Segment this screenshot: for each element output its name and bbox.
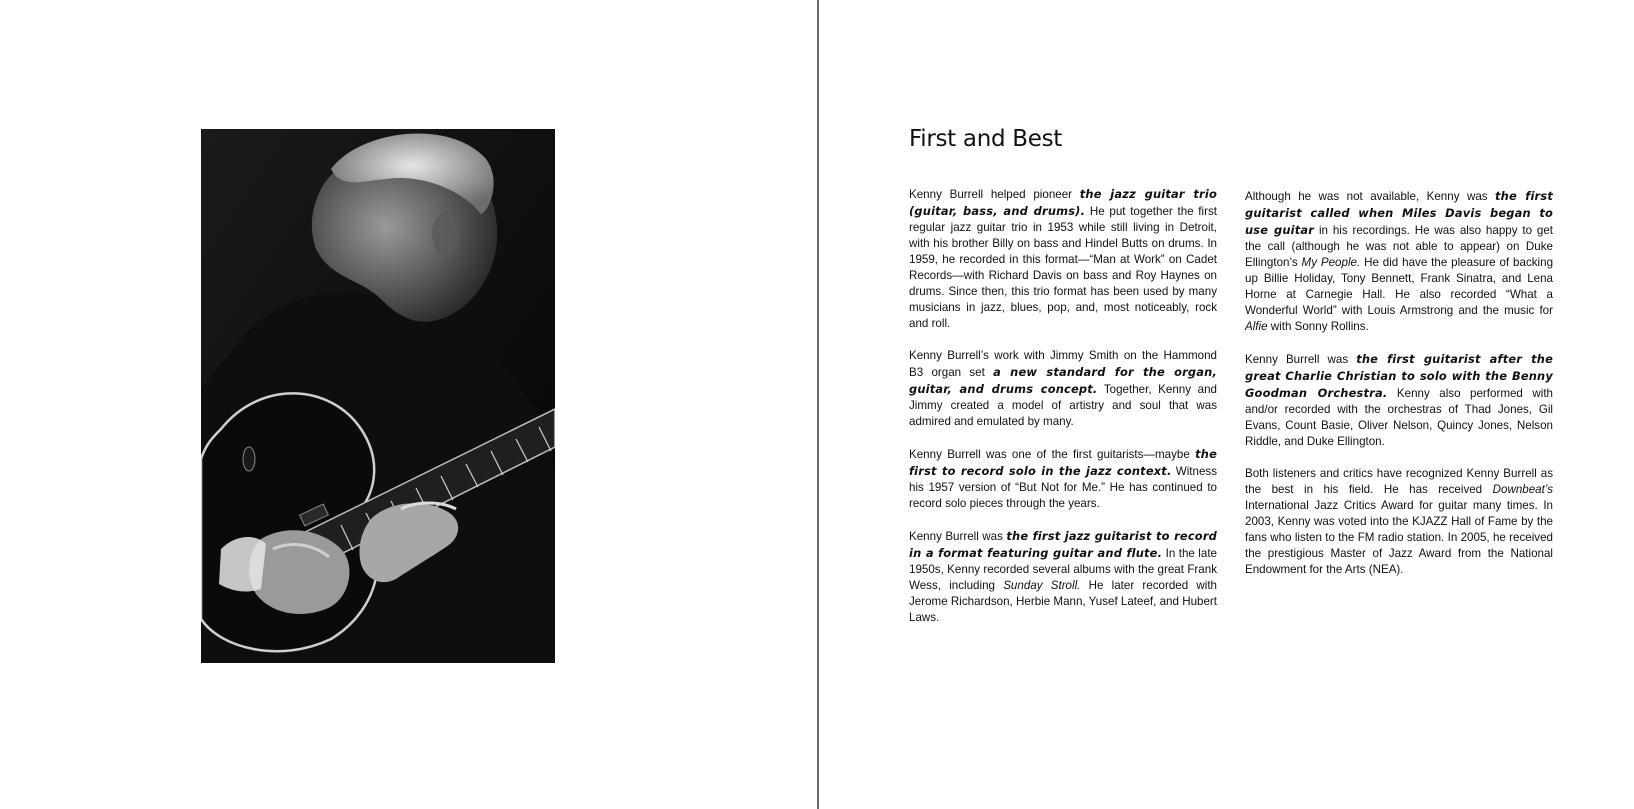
paragraph-awards: Both listeners and critics have recognized Kenny Burrell as the best in his field. He has received Downbeat’s International Jazz Critics Award for guitar many times. In 2003, Kenny was voted into the KJAZZ Hall of Fame by the fans who listen to the FM radio station. In 2005, he received the prestigious Master of Jazz Award from the National Endowment for the Arts (NEA). bbox=[1245, 467, 1553, 576]
text-column-right bbox=[1245, 188, 1553, 594]
text-column-left bbox=[909, 186, 1217, 642]
paragraph-benny-goodman: Kenny Burrell was the first guitarist after the great Charlie Christian to solo with the Benny Goodman Orchestra. Kenny also performed with and/or recorded with the orchestras of Thad Jones, Gil Evans, Count Basie, Oliver Nelson, Quincy Jones, Nelson Riddle, and Duke Ellington. bbox=[1245, 352, 1553, 448]
page-title: First and Best bbox=[909, 126, 1063, 152]
paragraph-organ-guitar-drums: Kenny Burrell’s work with Jimmy Smith on the Hammond B3 organ set a new standard for the organ, guitar, and drums concept. Together, Kenny and Jimmy created a model of artistry and soul that was admired and emulated by many. bbox=[909, 349, 1218, 428]
guitarist-photo-icon bbox=[201, 129, 555, 663]
paragraph-miles-davis: Although he was not available, Kenny was the first guitarist called when Miles Davis began to use guitar in his recordings. He was also happy to get the call (although he was not able to appear) on Duke Ellington’s My People. He did have the pleasure of backing up Billie Holiday, Tony Bennett, Frank Sinatra, and Lena Horne at Carnegie Hall. He also recorded “What a Wonderful World” with Louis Armstrong and the music for Alfie with Sonny Rollins. bbox=[1245, 189, 1554, 333]
paragraph-guitar-and-flute: Kenny Burrell was the first jazz guitarist to record in a format featuring guitar and flute. In the late 1950s, Kenny recorded several albums with the great Frank Wess, including Sunday Stroll. He later recorded with Jerome Richardson, Herbie Mann, Yusef Lateef, and Hubert Laws. bbox=[909, 529, 1218, 624]
guitarist-photo bbox=[201, 129, 555, 663]
paragraph-solo-jazz: Kenny Burrell was one of the first guitarists—maybe the first to record solo in the jazz context. Witness his 1957 version of “But Not for Me.” He has continued to record solo pieces through the years. bbox=[909, 447, 1217, 510]
page-gutter-divider bbox=[817, 0, 819, 809]
paragraph-jazz-guitar-trio: Kenny Burrell helped pioneer the jazz guitar trio (guitar, bass, and drums). He put together the first regular jazz guitar trio in 1953 while still living in Detroit, with his brother Billy on bass and Hindel Butts on drums. In 1959, he recorded in this format—“Man at Work” on Cadet Records—with Richard Davis on bass and Roy Haynes on drums. Since then, this trio format has been used by many musicians in jazz, blues, pop, and, most noticeably, rock and roll. bbox=[909, 187, 1217, 330]
